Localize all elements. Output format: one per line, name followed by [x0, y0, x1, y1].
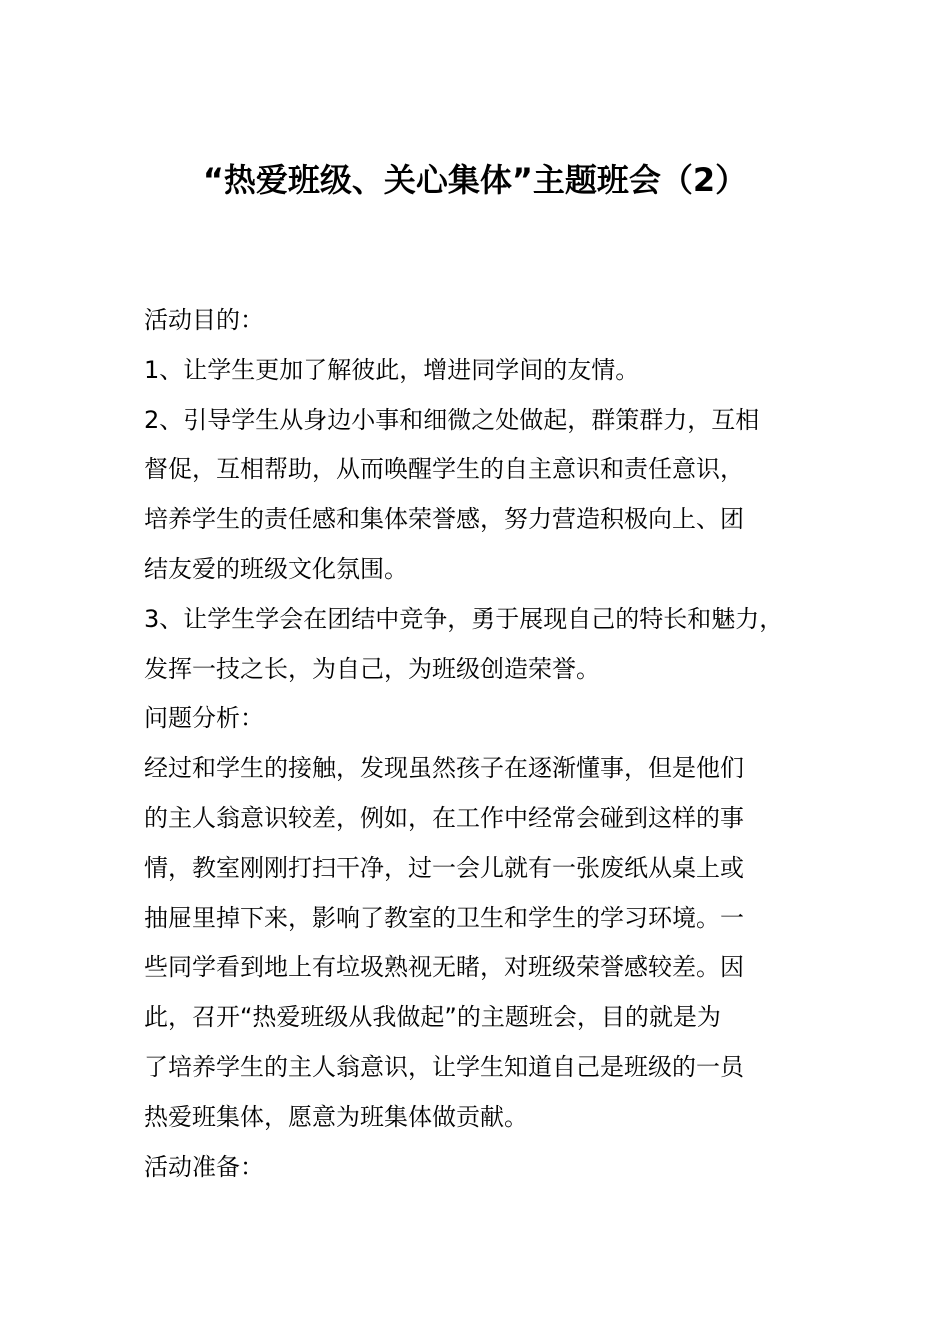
- text-line: 些同学看到地上有垃圾熟视无睹，对班级荣誉感较差。因: [144, 953, 744, 982]
- document-body: [144, 296, 844, 1192]
- text-line: 督促，互相帮助，从而唤醒学生的自主意识和责任意识，: [144, 455, 744, 484]
- text-line: 1、让学生更加了解彼此，增进同学间的友情。: [144, 355, 640, 384]
- text-line: 结友爱的班级文化氛围。: [144, 554, 408, 583]
- text-line: 发挥一技之长，为自己，为班级创造荣誉。: [144, 654, 600, 683]
- text-line: 经过和学生的接触，发现虽然孩子在逐渐懂事，但是他们: [144, 754, 744, 783]
- text-line: 情，教室刚刚打扫干净，过一会儿就有一张废纸从桌上或: [144, 853, 744, 882]
- text-line: 此，召开“热爱班级从我做起”的主题班会，目的就是为: [144, 1003, 721, 1032]
- text-line: 培养学生的责任感和集体荣誉感，努力营造积极向上、团: [144, 505, 744, 534]
- document-title: “热爱班级、关心集体”主题班会（2）: [202, 161, 748, 199]
- section-heading-activity-preparation: 活动准备：: [144, 1152, 264, 1181]
- text-line: 抽屉里掉下来，影响了教室的卫生和学生的学习环境。一: [144, 903, 744, 932]
- text-line: 热爱班集体，愿意为班集体做贡献。: [144, 1102, 528, 1131]
- section-heading-activity-goals: 活动目的：: [144, 306, 264, 334]
- text-line: 3、让学生学会在团结中竞争，勇于展现自己的特长和魅力，: [144, 604, 784, 633]
- section-heading-problem-analysis: 问题分析：: [144, 704, 264, 733]
- text-line: 2、引导学生从身边小事和细微之处做起，群策群力，互相: [144, 405, 760, 434]
- text-line: 了培养学生的主人翁意识，让学生知道自己是班级的一员: [144, 1052, 744, 1081]
- text-line: 的主人翁意识较差，例如，在工作中经常会碰到这样的事: [144, 803, 744, 832]
